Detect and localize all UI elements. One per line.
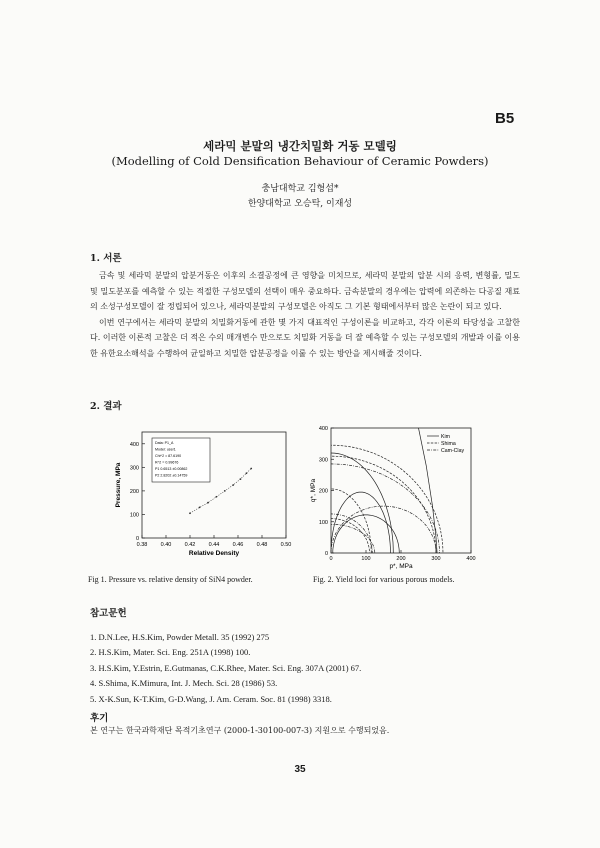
fig1-inset-line: Chi^2 = 87.6190 (155, 454, 182, 458)
fig1-data-point (224, 490, 226, 492)
fig2-curve-cam-clay (305, 524, 375, 553)
reference-item: 5. X-K.Sun, K-T.Kim, G-D.Wang, J. Am. Ceram. Soc. 81 (1998) 3318. (90, 693, 332, 704)
fig1-x-axis-label: Relative Density (188, 550, 240, 557)
fig1-y-tick-label: 400 (129, 441, 139, 448)
fig1-inset-line: R^2 = 0.99676 (155, 460, 179, 465)
fig2-y-tick-label: 100 (318, 519, 328, 526)
fig2-x-axis-label: p*, MPa (389, 563, 413, 570)
fig2-x-tick-label: 100 (361, 556, 371, 562)
fig1-x-tick-label: 0.50 (280, 542, 292, 548)
figure-1-caption: Fig 1. Pressure vs. relative density of SiN4 powder. (88, 575, 253, 584)
page-code: B5 (495, 110, 515, 127)
reference-item: 2. H.S.Kim, Mater. Sci. Eng. 251A (1998) 100. (90, 647, 251, 658)
fig2-legend-label: Shima (441, 441, 456, 447)
fig1-y-tick-label: 300 (129, 465, 139, 472)
references-list (90, 630, 361, 707)
references-heading: 참고문헌 (90, 608, 127, 619)
author-line-2: 한양대학교 오승탁, 이재성 (247, 199, 353, 209)
fig1-inset-box (152, 438, 210, 482)
fig2-curve-cam-clay (305, 464, 440, 553)
fig2-curve-kim (305, 453, 393, 553)
fig1-data-point (246, 472, 248, 474)
reference-item: 1. D.N.Lee, H.S.Kim, Powder Metall. 35 (1992) 275 (90, 632, 270, 642)
fig1-x-tick-label: 0.44 (208, 542, 220, 548)
fig1-x-tick-label: 0.48 (256, 542, 268, 548)
fig2-x-tick-label: 300 (431, 556, 441, 562)
acknowledgement-heading: 후기 (90, 713, 109, 724)
intro-body (90, 268, 520, 361)
fig1-y-tick-label: 0 (135, 536, 139, 542)
paper-title-korean: 세라믹 분말의 냉간치밀화 거동 모델링 (203, 139, 397, 153)
fig2-curve-shima (305, 456, 436, 553)
fig1-x-tick-label: 0.38 (136, 542, 148, 548)
fig1-data-point (250, 468, 252, 470)
author-line-1: 충남대학교 김형섭* (261, 184, 339, 194)
fig1-inset-line: P2 2.8202 ±0.14759 (155, 473, 188, 478)
fig1-data-point (207, 502, 209, 504)
fig1-x-tick-label: 0.46 (232, 542, 244, 548)
fig2-y-tick-label: 400 (318, 426, 328, 432)
fig2-legend (427, 434, 464, 454)
fig1-data-point (232, 484, 234, 486)
fig2-x-tick-label: 200 (396, 556, 406, 562)
fig2-legend-label: Cam-Clay (441, 448, 465, 454)
fig2-y-axis-label: q*, MPa (310, 478, 317, 503)
fig1-x-tick-label: 0.42 (184, 542, 196, 548)
fig1-y-tick-label: 200 (129, 488, 139, 495)
fig1-data-point (199, 506, 201, 508)
fig1-data-point (240, 478, 242, 480)
intro-paragraph-1: 금속 및 세라믹 분말의 압분거동은 이후의 소결공정에 큰 영향을 미치므로, 세라믹 분말의 압분 시의 응력, 변형률, 밀도 및 밀도분포를 예측할 수 있는 적절한 구성모델의 선택이 매우 중요하다. 금속분말의 경우에는 압력에 의존하는 다공질 재료의 소성구성모델이 잘 정립되어 있으나, 세라믹분말의 구성모델은 아직도 그 기본 형태에서부터 많은 논란이 되고 있다. (90, 271, 520, 311)
reference-item: 4. S.Shima, K.Mimura, Int. J. Mech. Sci. 28 (1986) 53. (90, 678, 278, 689)
fig2-y-tick-label: 200 (318, 488, 328, 495)
reference-item: 3. H.S.Kim, Y.Estrin, E.Gutmanas, C.K.Rhee, Mater. Sci. Eng. 307A (2001) 67. (90, 662, 362, 673)
section-heading-results: 2. 결과 (90, 401, 122, 412)
fig1-inset-line: P1 0.6513 ±0.00862 (155, 467, 188, 471)
fig1-data-point (189, 512, 191, 514)
fig2-x-tick-label: 0 (329, 556, 333, 562)
section-heading-intro: 1. 서론 (90, 253, 122, 264)
fig2-y-tick-label: 300 (318, 457, 328, 464)
acknowledgement-text: 본 연구는 한국과학재단 목적기초연구 (2000-1-30100-007-3) 지원으로 수행되었음. (90, 726, 390, 735)
fig1-inset-line: Data: P1_A (155, 441, 174, 445)
figure-2-chart (305, 420, 485, 570)
fig1-x-tick-label: 0.40 (160, 542, 172, 548)
fig2-x-tick-label: 400 (466, 556, 476, 562)
fig2-y-tick-label: 0 (324, 551, 328, 557)
fig1-y-axis-label: Pressure, MPa (115, 462, 122, 508)
page-number: 35 (294, 764, 306, 775)
fig1-y-tick-label: 100 (129, 512, 139, 519)
fig2-legend-label: Kim (441, 434, 450, 440)
figure-1-chart (86, 420, 301, 570)
fig1-inset-line: Model: user1 (155, 447, 176, 452)
intro-paragraph-2: 이번 연구에서는 세라믹 분말의 치밀화거동에 관한 몇 가지 대표적인 구성이론을 비교하고, 각각 이론의 타당성을 고찰한다. 이러한 이론적 고찰은 더 적은 수의 매개변수 만으로도 치밀화 거동을 더 잘 예측할 수 있는 구성모델의 개발과 이를 이용한 유한요소해석을 수행하여 균일하고 치밀한 압분공정을 이룰 수 있는 방안을 제시해줄 것이다. (90, 317, 520, 358)
fig1-data-point (216, 496, 218, 498)
fig2-curve-kim (331, 492, 391, 553)
fig2-curve-shima (305, 519, 370, 553)
figure-2-caption: Fig. 2. Yield loci for various porous models. (313, 575, 455, 584)
paper-title-english: (Modelling of Cold Densification Behaviour of Ceramic Powders) (111, 154, 489, 168)
